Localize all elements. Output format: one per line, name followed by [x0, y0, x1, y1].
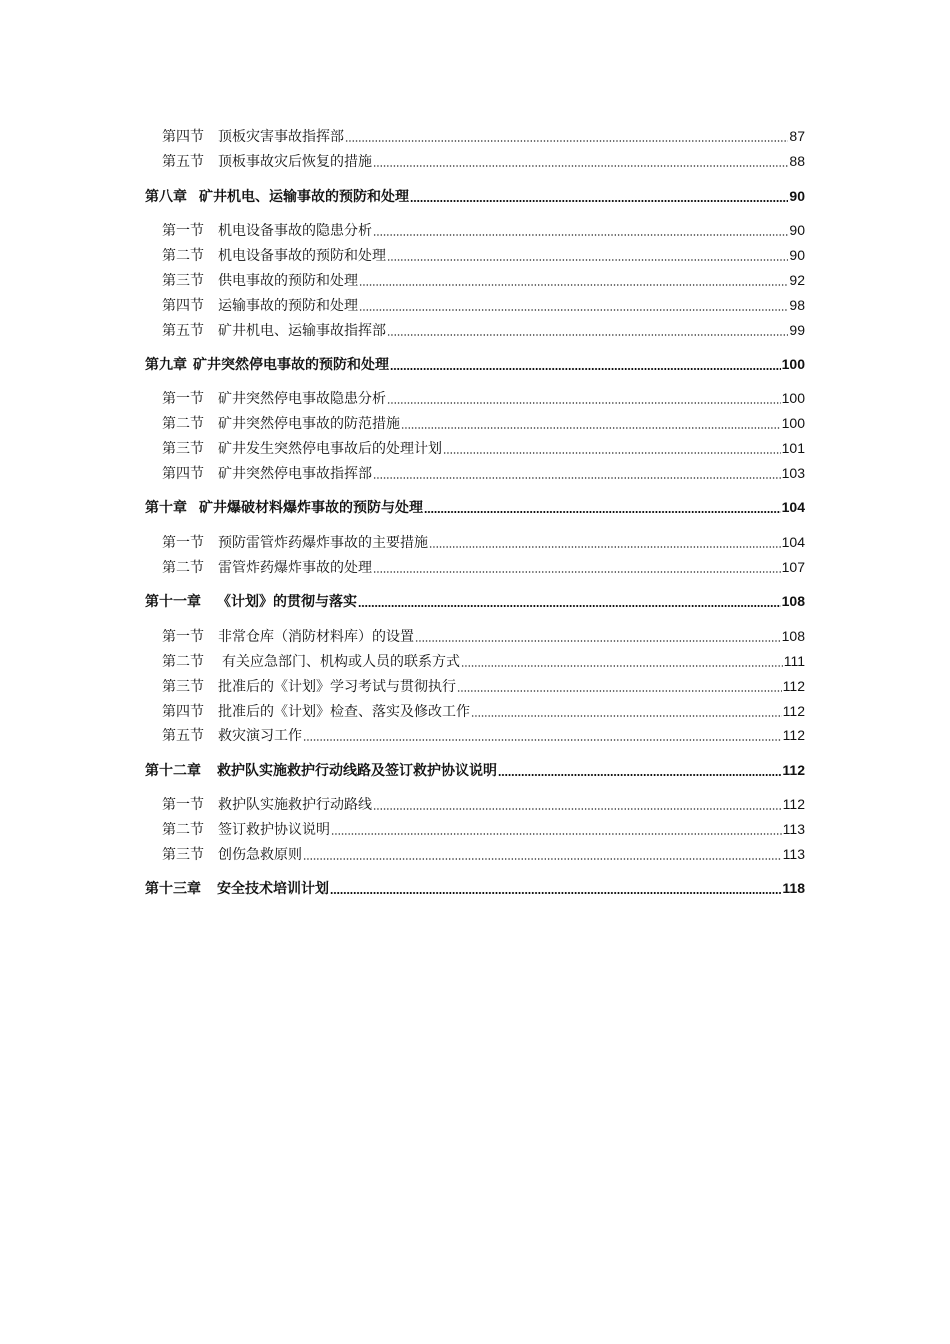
dot-leader: [331, 833, 782, 835]
toc-entry[interactable]: [162, 151, 805, 171]
toc-title: 雷管炸药爆炸事故的处理: [218, 560, 372, 576]
toc-number: 第五节: [162, 154, 204, 170]
toc-number: 第四节: [162, 129, 204, 145]
toc-page: 112: [782, 678, 805, 694]
toc-number: 第二节: [162, 248, 204, 264]
toc-number: 第一节: [162, 223, 204, 239]
toc-number: 第二节: [162, 560, 204, 576]
toc-page: 108: [781, 593, 805, 609]
toc-entry[interactable]: [162, 725, 805, 745]
toc-number: 第十章: [145, 500, 187, 516]
toc-number: 第十三章: [145, 881, 201, 897]
dot-leader: [410, 200, 788, 202]
toc-title: 机电设备事故的预防和处理: [218, 248, 386, 264]
dot-leader: [401, 427, 781, 429]
toc-number: 第一节: [162, 629, 204, 645]
toc-chapter-entry[interactable]: [145, 760, 805, 780]
toc-title: 有关应急部门、机构或人员的联系方式: [222, 654, 460, 670]
toc-title: 批准后的《计划》检查、落实及修改工作: [218, 704, 470, 720]
dot-leader: [373, 571, 781, 573]
toc-page: 100: [781, 415, 805, 431]
toc-entry[interactable]: [162, 295, 805, 315]
toc-page: 118: [782, 880, 805, 896]
toc-entry[interactable]: [162, 844, 805, 864]
toc-entry[interactable]: [162, 320, 805, 340]
toc-title: 矿井突然停电事故的防范措施: [218, 416, 400, 432]
toc-page: 104: [781, 534, 805, 550]
dot-leader: [387, 259, 788, 261]
toc-number: 第九章: [145, 357, 187, 373]
dot-leader: [373, 808, 782, 810]
toc-entry[interactable]: [162, 126, 805, 146]
dot-leader: [387, 402, 781, 404]
dot-leader: [424, 511, 781, 513]
toc-page: 98: [789, 297, 805, 313]
toc-entry[interactable]: [162, 794, 805, 814]
dot-leader: [358, 605, 781, 607]
toc-page: 101: [781, 440, 805, 456]
toc-title: 救护队实施救护行动线路及签订救护协议说明: [217, 763, 497, 779]
dot-leader: [387, 334, 788, 336]
toc-number: 第五节: [162, 728, 204, 744]
toc-entry[interactable]: [162, 463, 805, 483]
toc-page: 112: [782, 762, 805, 778]
toc-page: 107: [781, 559, 805, 575]
toc-page: 100: [781, 390, 805, 406]
toc-entry[interactable]: [162, 532, 805, 552]
toc-title: 救灾演习工作: [218, 728, 302, 744]
toc-title: 运输事故的预防和处理: [218, 298, 358, 314]
toc-page: 92: [789, 272, 805, 288]
dot-leader: [359, 309, 788, 311]
toc-page: 90: [789, 222, 805, 238]
toc-number: 第三节: [162, 679, 204, 695]
toc-number: 第一节: [162, 535, 204, 551]
toc-number: 第四节: [162, 704, 204, 720]
toc-number: 第三节: [162, 273, 204, 289]
toc-number: 第八章: [145, 189, 187, 205]
toc-page: 100: [781, 356, 805, 372]
toc-entry[interactable]: [162, 819, 805, 839]
toc-chapter-entry[interactable]: [145, 354, 805, 374]
toc-title: 矿井突然停电事故的预防和处理: [193, 357, 389, 373]
toc-title: 《计划》的贯彻与落实: [217, 594, 357, 610]
toc-title: 安全技术培训计划: [217, 881, 329, 897]
toc-page: 112: [782, 703, 805, 719]
toc-number: 第二节: [162, 654, 204, 670]
dot-leader: [303, 858, 782, 860]
toc-title: 签订救护协议说明: [218, 822, 330, 838]
toc-page: 103: [781, 465, 805, 481]
toc-page: 111: [783, 653, 805, 669]
toc-page: 112: [782, 796, 805, 812]
dot-leader: [471, 715, 782, 717]
toc-title: 矿井机电、运输事故指挥部: [218, 323, 386, 339]
dot-leader: [330, 892, 781, 894]
dot-leader: [303, 739, 782, 741]
toc-page: 112: [782, 727, 805, 743]
toc-entry[interactable]: [162, 245, 805, 265]
toc-number: 第五节: [162, 323, 204, 339]
toc-page: 113: [782, 846, 805, 862]
toc-page: 108: [781, 628, 805, 644]
toc-number: 第四节: [162, 298, 204, 314]
toc-chapter-entry[interactable]: [145, 591, 805, 611]
dot-leader: [498, 774, 781, 776]
dot-leader: [373, 234, 788, 236]
toc-page: 87: [789, 128, 805, 144]
toc-number: 第三节: [162, 441, 204, 457]
toc-page: 90: [789, 247, 805, 263]
toc-entry[interactable]: [162, 676, 805, 696]
toc-title: 矿井突然停电事故隐患分析: [218, 391, 386, 407]
toc-number: 第二节: [162, 822, 204, 838]
toc-page: 104: [781, 499, 805, 515]
toc-number: 第十一章: [145, 594, 201, 610]
toc-title: 机电设备事故的隐患分析: [218, 223, 372, 239]
toc-title: 非常仓库（消防材料库）的设置: [218, 629, 414, 645]
toc-title: 矿井爆破材料爆炸事故的预防与处理: [199, 500, 423, 516]
toc-entry[interactable]: [162, 701, 805, 721]
dot-leader: [429, 546, 781, 548]
dot-leader: [345, 140, 788, 142]
toc-page: 90: [789, 188, 805, 204]
toc-title: 顶板灾害事故指挥部: [218, 129, 344, 145]
toc-chapter-entry[interactable]: [145, 186, 805, 206]
toc-title: 批准后的《计划》学习考试与贯彻执行: [218, 679, 456, 695]
toc-chapter-entry[interactable]: [145, 878, 805, 898]
toc-entry[interactable]: [162, 220, 805, 240]
toc-number: 第一节: [162, 797, 204, 813]
dot-leader: [457, 690, 782, 692]
toc-number: 第十二章: [145, 763, 201, 779]
toc-chapter-entry[interactable]: [145, 497, 805, 517]
toc-page: 99: [789, 322, 805, 338]
dot-leader: [390, 368, 781, 370]
toc-number: 第三节: [162, 847, 204, 863]
toc-entry[interactable]: [162, 438, 805, 458]
toc-title: 矿井发生突然停电事故后的处理计划: [218, 441, 442, 457]
toc-number: 第一节: [162, 391, 204, 407]
dot-leader: [461, 665, 783, 667]
toc-title: 供电事故的预防和处理: [218, 273, 358, 289]
toc-title: 矿井机电、运输事故的预防和处理: [199, 189, 409, 205]
toc-entry[interactable]: [162, 270, 805, 290]
toc-entry[interactable]: [162, 413, 805, 433]
dot-leader: [415, 640, 781, 642]
toc-entry[interactable]: [162, 557, 805, 577]
toc-title: 预防雷管炸药爆炸事故的主要措施: [218, 535, 428, 551]
dot-leader: [373, 477, 781, 479]
toc-title: 创伤急救原则: [218, 847, 302, 863]
toc-number: 第二节: [162, 416, 204, 432]
toc-page: 88: [789, 153, 805, 169]
dot-leader: [373, 165, 788, 167]
toc-title: 救护队实施救护行动路线: [218, 797, 372, 813]
toc-entry[interactable]: [162, 626, 805, 646]
toc-title: 矿井突然停电事故指挥部: [218, 466, 372, 482]
dot-leader: [443, 452, 781, 454]
toc-entry[interactable]: [162, 651, 805, 671]
toc-number: 第四节: [162, 466, 204, 482]
toc-page: 113: [782, 821, 805, 837]
toc-title: 顶板事故灾后恢复的措施: [218, 154, 372, 170]
dot-leader: [359, 284, 788, 286]
toc-entry[interactable]: [162, 388, 805, 408]
